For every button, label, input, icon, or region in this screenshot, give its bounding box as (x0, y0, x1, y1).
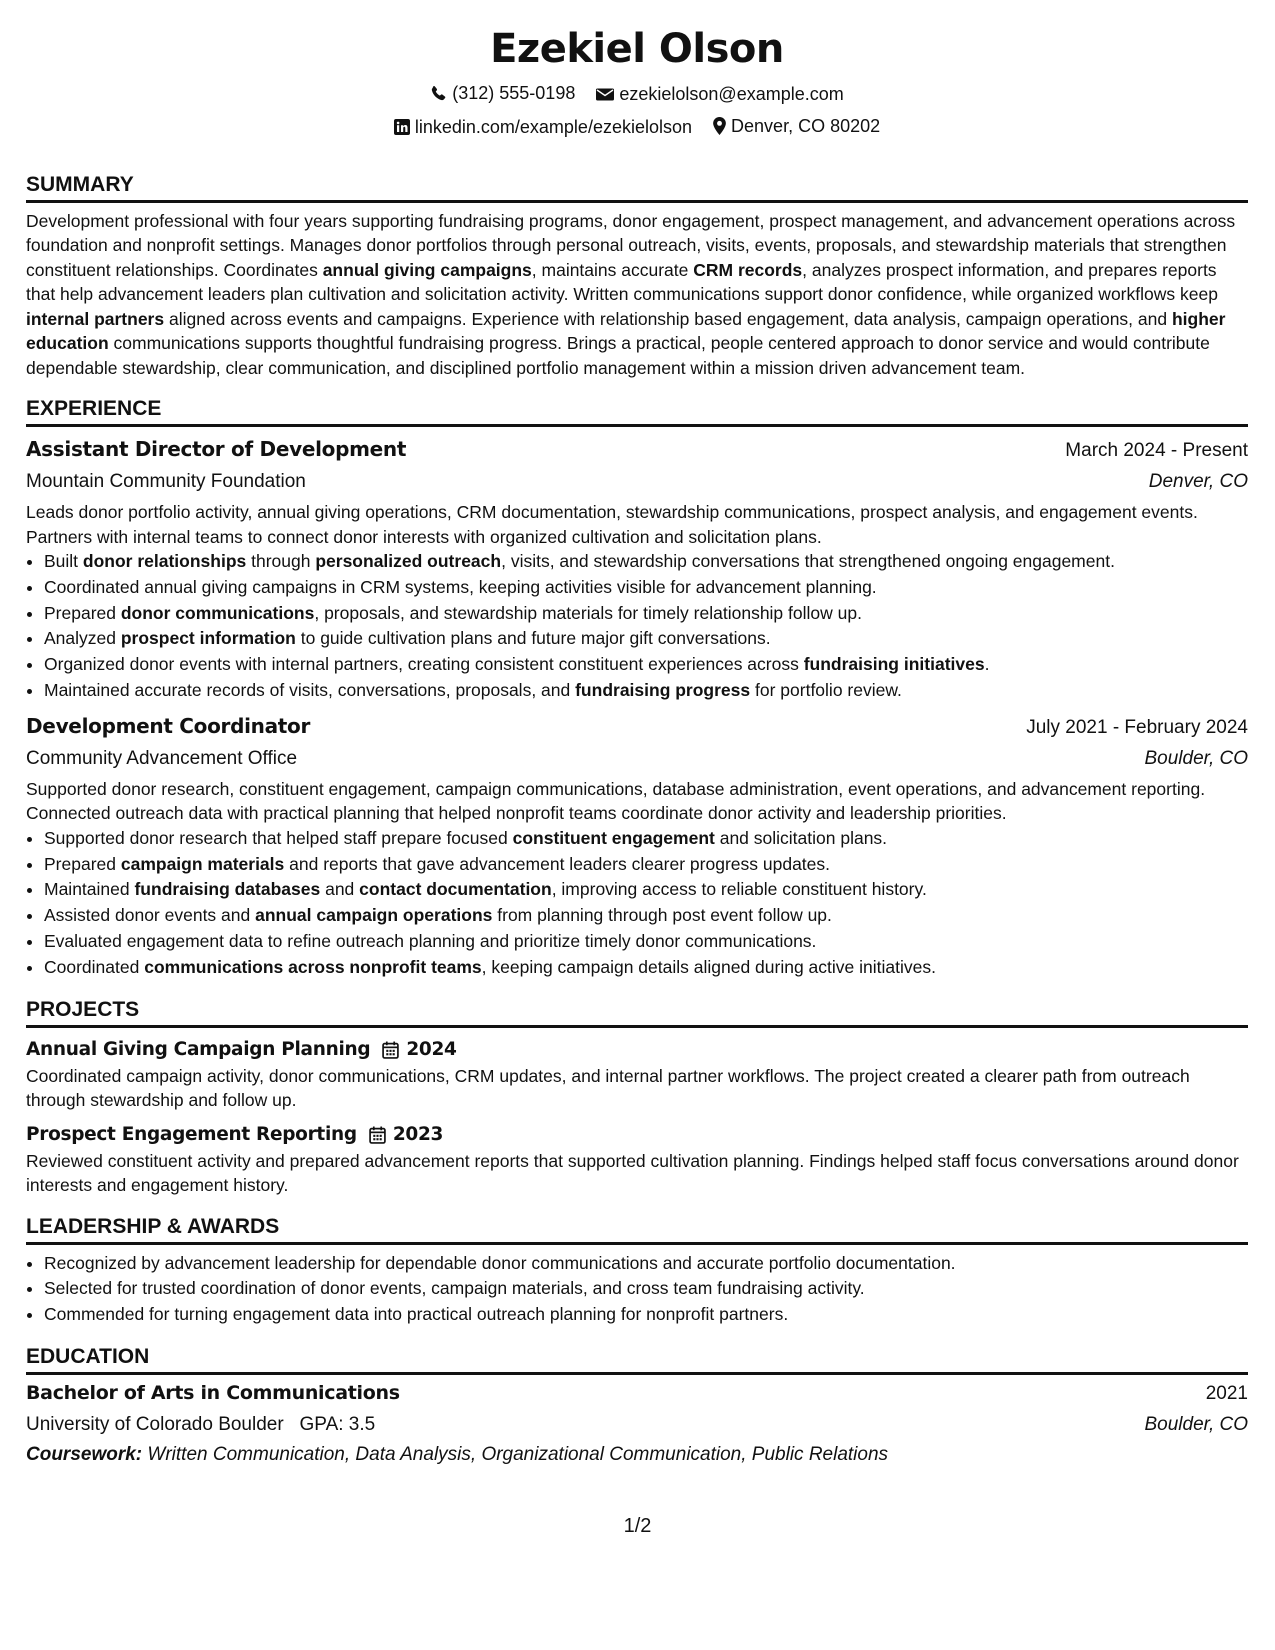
job-description: Leads donor portfolio activity, annual giving operations, CRM documentation, stewardship communications, prospect analysis, and engagement events. Partners with internal teams to connect donor interests with organized cultivation and solicitation plans. (26, 502, 1198, 547)
bullet-item: • Coordinated communications across nonprofit teams, keeping campaign details aligned during active initiatives. (44, 955, 1248, 981)
experience-heading: EXPERIENCE (26, 396, 1248, 427)
education-coursework (26, 1440, 1248, 1470)
leadership-section (26, 1214, 1248, 1328)
job-dates: July 2021 - February 2024 (1026, 716, 1248, 738)
bullet-item: • Assisted donor events and annual campaign operations from planning through post event follow up. (44, 903, 1248, 929)
job-entry (26, 710, 1248, 981)
coursework-label: Coursework: (26, 1443, 143, 1465)
bullet-item: • Maintained accurate records of visits, conversations, proposals, and fundraising progress for portfolio review. (44, 678, 1248, 704)
calendar-icon (382, 1041, 399, 1059)
education-gpa: GPA: 3.5 (299, 1413, 376, 1435)
job-bullets (26, 549, 1248, 704)
project-description: Coordinated campaign activity, donor communications, CRM updates, and internal partner workflows. The project created a clearer path from outreach through stewardship and follow up. (26, 1065, 1190, 1111)
job-description: Supported donor research, constituent engagement, campaign communications, database administration, event operations, and advancement reporting. Connected outreach data with practical planning that helped nonprofit teams coordinate donor activity and leadership priorities. (26, 778, 1206, 824)
summary-section (26, 172, 1248, 381)
linkedin-text[interactable]: linkedin.com/example/ezekielolson (414, 116, 693, 137)
bullet-item: • Maintained fundraising databases and contact documentation, improving access to reliable constituent history. (44, 877, 1248, 903)
project-name: Prospect Engagement Reporting (26, 1123, 357, 1145)
project-title-row (26, 1121, 1248, 1149)
page-number: 1/2 (623, 1515, 652, 1537)
education-school: University of Colorado Boulder (26, 1413, 284, 1435)
job-location: Denver, CO (1148, 471, 1248, 492)
bullet-item: • Prepared donor communications, proposals, and stewardship materials for timely relationship follow up. (44, 601, 1248, 627)
leadership-item: • Commended for turning engagement data into practical outreach planning for nonprofit partners. (44, 1302, 1248, 1328)
job-dates: March 2024 - Present (1065, 440, 1248, 461)
project-title-row (26, 1036, 1248, 1064)
summary-heading: SUMMARY (26, 172, 1248, 203)
contact-email[interactable] (596, 79, 843, 109)
education-heading: EDUCATION (26, 1344, 1248, 1375)
project-name: Annual Giving Campaign Planning (26, 1038, 371, 1060)
contact-phone (430, 78, 575, 108)
project-description: Reviewed constituent activity and prepared advancement reports that supported cultivation planning. Findings helped staff focus conversations around donor interests and engagement history. (26, 1150, 1239, 1196)
job-title: Development Coordinator (26, 713, 311, 738)
job-title: Assistant Director of Development (26, 437, 407, 461)
location-text: Denver, CO 80202 (731, 115, 881, 136)
project-entry (26, 1121, 1248, 1198)
contact-location (713, 111, 880, 141)
bullet-item: • Supported donor research that helped staff prepare focused constituent engagement and solicitation plans. (44, 826, 1248, 852)
education-section (26, 1344, 1248, 1470)
contact-line-1 (26, 78, 1248, 111)
education-school-row (26, 1410, 375, 1440)
job-entry (26, 433, 1248, 704)
leadership-list (26, 1251, 1248, 1328)
education-degree: Bachelor of Arts in Communications (26, 1381, 400, 1404)
candidate-name: Ezekiel Olson (490, 26, 784, 72)
bullet-item: • Built donor relationships through personalized outreach, visits, and stewardship conversations that strengthened ongoing engagement. (44, 549, 1248, 575)
job-company: Mountain Community Foundation (26, 471, 306, 492)
project-year: 2023 (392, 1123, 444, 1145)
envelope-icon (596, 87, 614, 102)
email-text[interactable]: ezekielolson@example.com (619, 84, 844, 104)
map-pin-icon (713, 117, 726, 135)
leadership-item: • Recognized by advancement leadership for dependable donor communications and accurate portfolio documentation. (44, 1251, 1248, 1277)
job-location: Boulder, CO (1144, 747, 1248, 769)
resume-page (26, 0, 1248, 1470)
bullet-item: • Evaluated engagement data to refine outreach planning and prioritize timely donor communications. (44, 929, 1248, 955)
bullet-item: • Analyzed prospect information to guide cultivation plans and future major gift conversations. (44, 626, 1248, 652)
job-company: Community Advancement Office (26, 747, 298, 769)
resume-header (26, 22, 1248, 144)
contact-line-2 (26, 111, 1248, 144)
phone-icon (430, 85, 447, 102)
projects-heading: PROJECTS (26, 997, 1248, 1028)
coursework-list: Written Communication, Data Analysis, Organizational Communication, Public Relations (147, 1443, 889, 1465)
summary-text: Development professional with four years supporting fundraising programs, donor engagement, prospect management, and advancement operations across foundation and nonprofit settings. Manages donor portfolios through personal outreach, visits, events, proposals, and stewardship materials that strengthen constituent relationships. Coordinates annual giving campaigns, maintains accurate CRM records, analyzes prospect information, and prepares reports that help advancement leaders plan cultivation and solicitation activity. Written communications support donor confidence, while organized workflows keep internal partners aligned across events and campaigns. Experience with relationship based engagement, data analysis, campaign operations, and higher education communications supports thoughtful fundraising progress. Brings a practical, people centered approach to donor service and would contribute dependable stewardship, clear communication, and disciplined portfolio management within a mission driven advancement team. (26, 210, 1236, 378)
bullet-item: • Organized donor events with internal partners, creating consistent constituent experiences across fundraising initiatives. (44, 652, 1248, 678)
leadership-heading: LEADERSHIP & AWARDS (26, 1214, 1248, 1245)
project-entry (26, 1036, 1248, 1113)
projects-section (26, 997, 1248, 1198)
bullet-item: • Coordinated annual giving campaigns in CRM systems, keeping activities visible for advancement planning. (44, 575, 1248, 601)
education-year: 2021 (1205, 1382, 1248, 1404)
leadership-item: • Selected for trusted coordination of donor events, campaign materials, and cross team fundraising activity. (44, 1276, 1248, 1302)
job-bullets (26, 826, 1248, 981)
linkedin-icon (394, 119, 410, 135)
experience-section (26, 396, 1248, 981)
education-location: Boulder, CO (1144, 1413, 1248, 1435)
calendar-icon (369, 1126, 386, 1144)
phone-text: (312) 555-0198 (452, 83, 576, 103)
contact-linkedin[interactable] (394, 112, 692, 142)
bullet-item: • Prepared campaign materials and reports that gave advancement leaders clearer progress updates. (44, 852, 1248, 878)
project-year: 2024 (406, 1038, 457, 1060)
